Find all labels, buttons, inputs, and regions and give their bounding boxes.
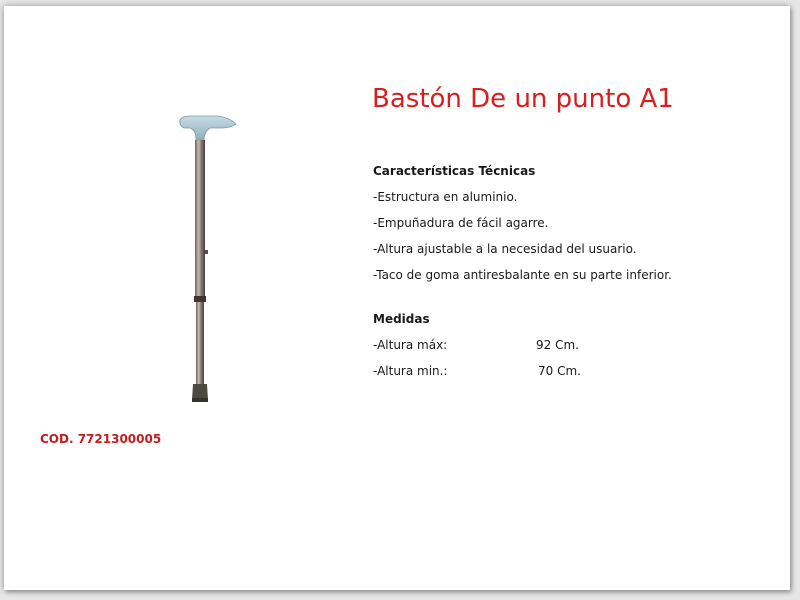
spec-item: -Taco de goma antiresbalante en su parte inferior. xyxy=(373,268,672,282)
spec-section xyxy=(373,158,703,384)
measure-row-min xyxy=(373,358,703,384)
measure-row-max xyxy=(373,332,703,358)
spec-item: -Altura ajustable a la necesidad del usuario. xyxy=(373,242,637,256)
cane-image xyxy=(170,110,240,405)
product-title: Bastón De un punto A1 xyxy=(372,84,674,114)
section-spacer xyxy=(373,288,703,306)
measure-label: -Altura máx: xyxy=(373,338,448,352)
measures-heading: Medidas xyxy=(373,312,430,326)
product-code: COD. 7721300005 xyxy=(40,432,162,446)
measure-label: -Altura min.: xyxy=(373,364,448,378)
measure-value: 70 Cm. xyxy=(538,364,581,378)
spec-heading: Características Técnicas xyxy=(373,164,536,178)
spec-item: -Empuñadura de fácil agarre. xyxy=(373,216,549,230)
product-sheet xyxy=(4,6,790,590)
measure-value: 92 Cm. xyxy=(536,338,579,352)
spec-item: -Estructura en aluminio. xyxy=(373,190,518,204)
